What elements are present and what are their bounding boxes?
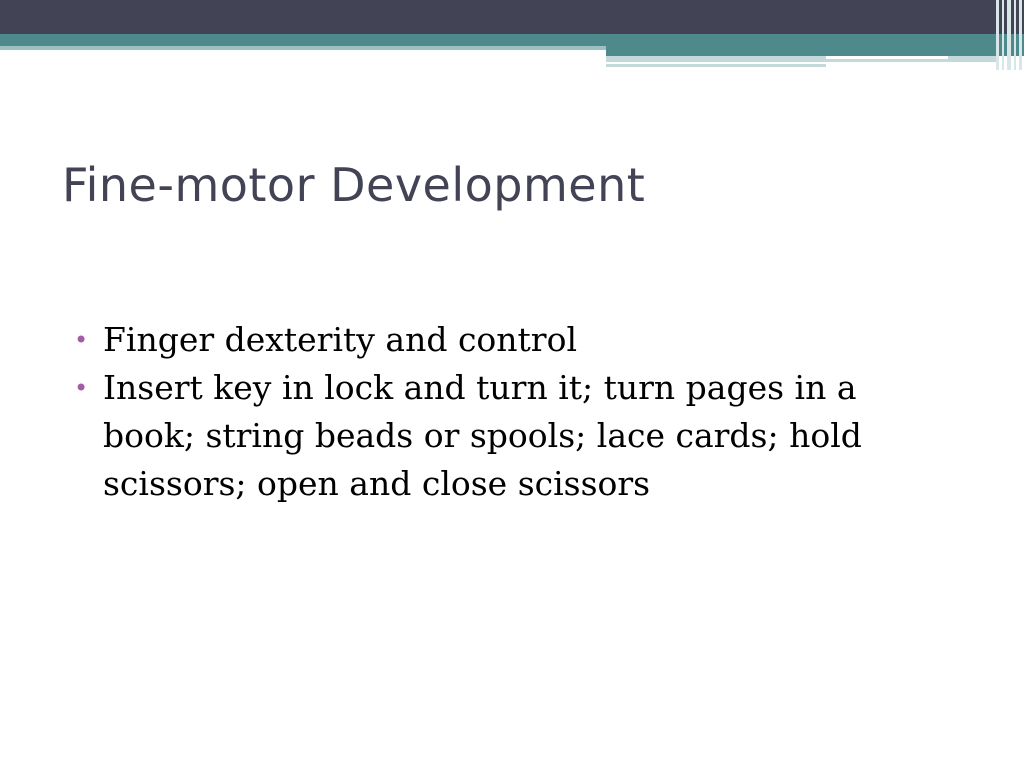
bullet-icon: • [74,326,89,354]
bullet-icon: • [74,374,89,402]
bullet-item [74,316,934,364]
bullet-item [74,364,934,508]
header-band-step [606,46,1024,56]
header-band-dark [0,0,1024,34]
header-band-light [0,46,606,50]
header-band-teal [0,34,1024,46]
header-accent-line [826,56,948,59]
slide-title: Fine-motor Development [62,158,646,212]
header-stripes-decoration [994,0,1024,70]
bullet-list [74,316,934,508]
bullet-text: Insert key in lock and turn it; turn pages in a book; string beads or spools; lace cards; hold scissors; open and close scissors [103,368,862,503]
bullet-text: Finger dexterity and control [103,320,578,359]
header-accent-line [606,64,826,67]
